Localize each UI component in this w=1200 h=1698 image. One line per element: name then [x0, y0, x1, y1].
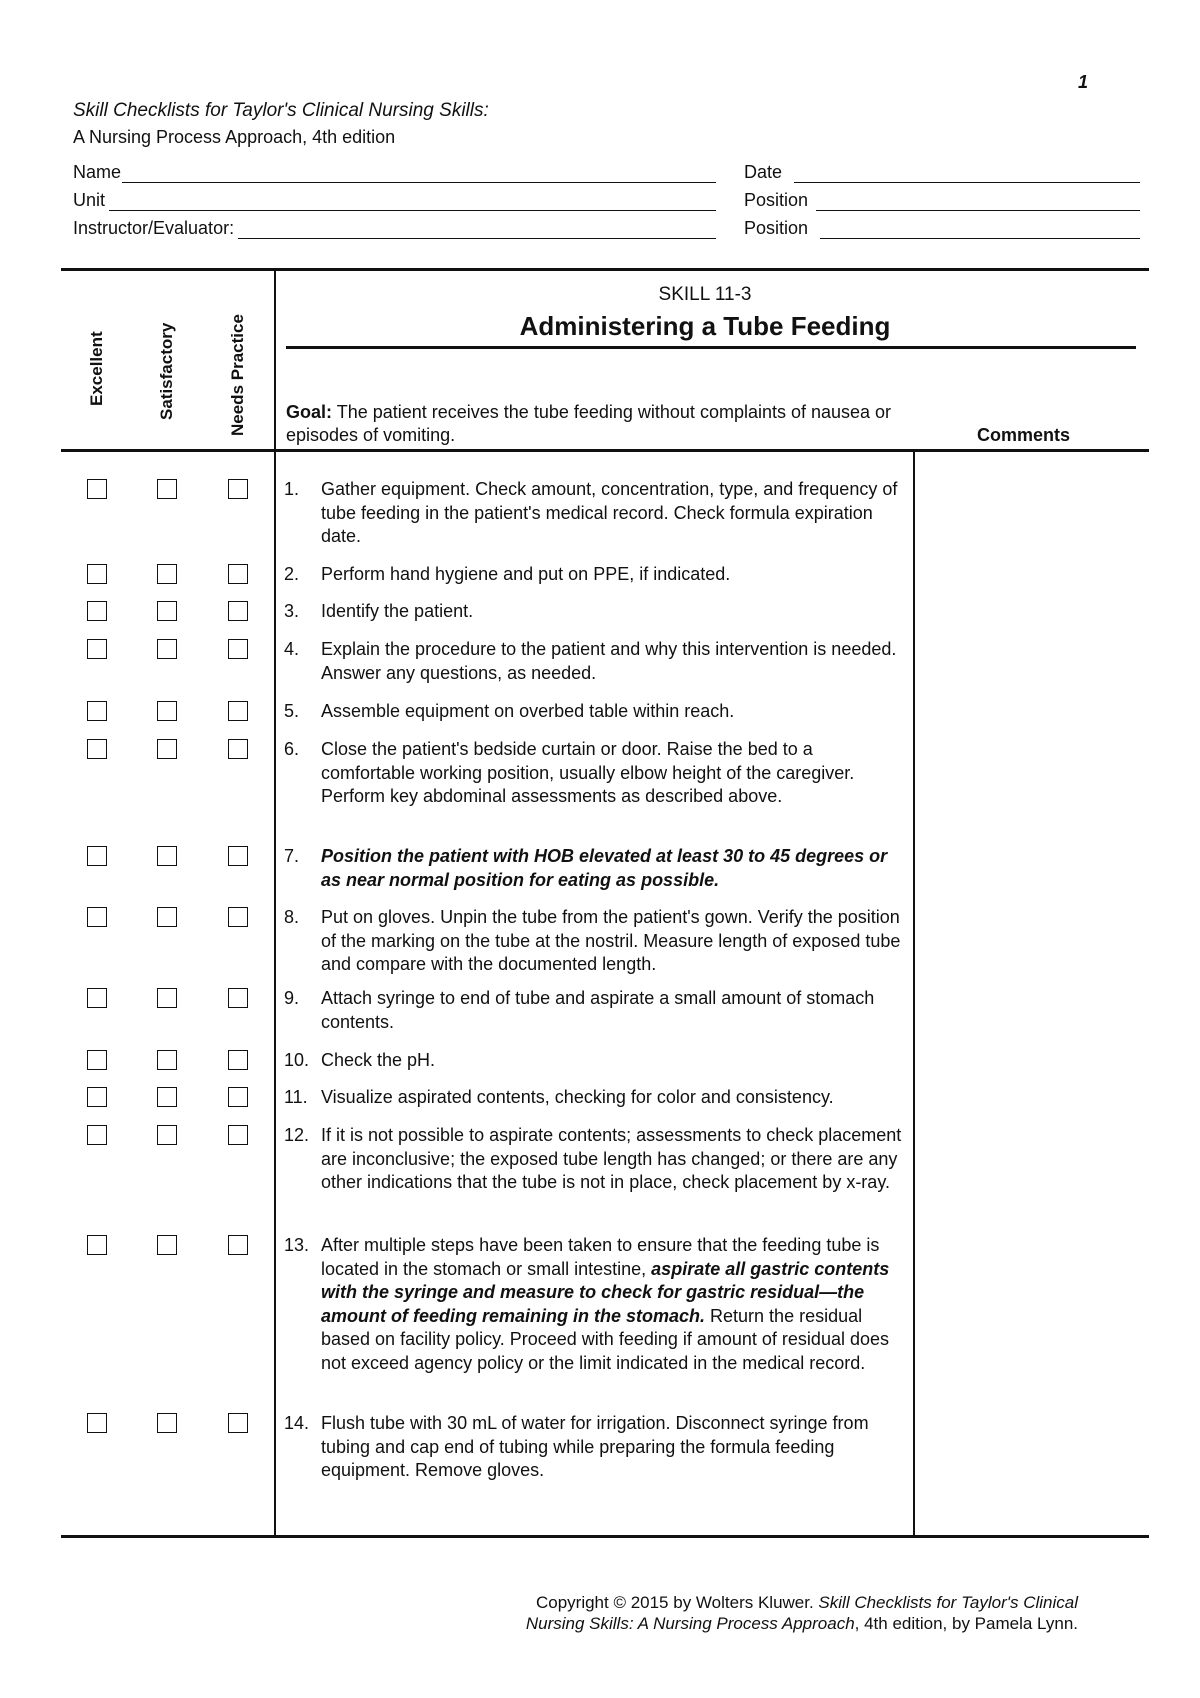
- satisfactory-checkbox[interactable]: [157, 907, 177, 927]
- step-text-segment: Return the residual based on facility policy. Proceed with feeding if amount of residual does not exceed agency policy or the limit indicated in the medical record.: [321, 1305, 889, 1373]
- date-label: Date: [744, 162, 783, 182]
- step-number: 3.: [284, 601, 300, 621]
- step-number: 1.: [284, 479, 300, 499]
- step-text: [321, 845, 904, 892]
- step-text-segment: Close the patient's bedside curtain or door. Raise the bed to a comfortable working position, usually elbow height of the caregiver. Perform key abdominal assessments as described above.: [321, 739, 855, 806]
- step-text: [321, 1234, 904, 1375]
- goal-label: Goal:: [286, 402, 333, 422]
- copyright-title-2: Nursing Skills: A Nursing Process Approach: [525, 1614, 855, 1633]
- unit-field[interactable]: [73, 189, 716, 211]
- copyright-notice: [526, 1592, 1078, 1634]
- checklist-step: [284, 638, 904, 685]
- step-number: 4.: [284, 639, 300, 659]
- table-bottom-rule: [61, 1535, 1149, 1538]
- instructor-line[interactable]: [238, 221, 716, 239]
- needs-practice-checkbox[interactable]: [228, 1050, 248, 1070]
- satisfactory-checkbox[interactable]: [157, 739, 177, 759]
- unit-label: Unit: [73, 190, 106, 210]
- goal-text: The patient receives the tube feeding without complaints of nausea or episodes of vomiting.: [286, 402, 892, 445]
- book-subtitle: A Nursing Process Approach, 4th edition: [73, 127, 396, 147]
- step-text-segment: Put on gloves. Unpin the tube from the patient's gown. Verify the position of the marking on the tube at the nostril. Measure length of exposed tube and compare with the documented length.: [321, 907, 901, 974]
- step-text: [321, 1049, 904, 1073]
- checklist-step: [284, 845, 904, 892]
- step-text-segment: Explain the procedure to the patient and why this intervention is needed. Answer any questions, as needed.: [321, 639, 897, 683]
- needs-practice-checkbox[interactable]: [228, 739, 248, 759]
- excellent-checkbox[interactable]: [87, 988, 107, 1008]
- step-text-segment: Perform hand hygiene and put on PPE, if indicated.: [321, 564, 731, 584]
- satisfactory-checkbox[interactable]: [157, 988, 177, 1008]
- page-number: 1: [1077, 72, 1088, 92]
- needs-practice-checkbox[interactable]: [228, 564, 248, 584]
- needs-practice-checkbox[interactable]: [228, 479, 248, 499]
- excellent-checkbox[interactable]: [87, 1050, 107, 1070]
- unit-line[interactable]: [109, 193, 716, 211]
- step-text-segment: Visualize aspirated contents, checking for color and consistency.: [321, 1087, 834, 1107]
- excellent-checkbox[interactable]: [87, 601, 107, 621]
- position-line-1[interactable]: [816, 193, 1140, 211]
- needs-practice-checkbox[interactable]: [228, 1087, 248, 1107]
- comments-heading: Comments: [977, 425, 1071, 445]
- excellent-checkbox[interactable]: [87, 564, 107, 584]
- step-text: [321, 638, 904, 685]
- checklist-step: [284, 600, 904, 624]
- step-text: [321, 1412, 904, 1483]
- checklist-step: [284, 1234, 904, 1375]
- checklist-step: [284, 700, 904, 724]
- copyright-title-1: Skill Checklists for Taylor's Clinical: [818, 1593, 1078, 1612]
- needs-practice-checkbox[interactable]: [228, 701, 248, 721]
- step-number: 2.: [284, 564, 300, 584]
- satisfactory-checkbox[interactable]: [157, 701, 177, 721]
- checklist-step: [284, 1412, 904, 1483]
- step-text-segment: Position the patient with HOB elevated at least 30 to 45 degrees or as near normal position for eating as possible.: [321, 846, 888, 890]
- rating-column-divider: [274, 268, 276, 1536]
- position-label-2: Position: [744, 218, 809, 238]
- excellent-checkbox[interactable]: [87, 639, 107, 659]
- satisfactory-checkbox[interactable]: [157, 1125, 177, 1145]
- step-number: 12.: [284, 1125, 310, 1145]
- date-line[interactable]: [794, 165, 1140, 183]
- step-text-segment: After multiple steps have been taken to ensure that the feeding tube is located in the stomach or small intestine,: [321, 1235, 880, 1279]
- step-text: [321, 600, 904, 624]
- name-line[interactable]: [122, 165, 716, 183]
- step-text: [321, 563, 904, 587]
- step-text: [321, 906, 904, 977]
- rating-label-needs-practice: Needs Practice: [228, 314, 247, 436]
- name-field[interactable]: [73, 161, 716, 183]
- skill-number: SKILL 11-3: [658, 284, 752, 305]
- position-label-1: Position: [744, 190, 809, 210]
- step-text: [321, 987, 904, 1034]
- step-number: 10.: [284, 1050, 310, 1070]
- checklist-step: [284, 1086, 904, 1110]
- checklist-step: [284, 906, 904, 977]
- satisfactory-checkbox[interactable]: [157, 1413, 177, 1433]
- checklist-step: [284, 738, 904, 809]
- date-field[interactable]: [744, 161, 1140, 183]
- position-field-2[interactable]: [744, 217, 1140, 239]
- title-underline: [286, 346, 1136, 349]
- position-field-1[interactable]: [744, 189, 1140, 211]
- copyright-suffix: , 4th edition, by Pamela Lynn.: [854, 1614, 1078, 1633]
- table-top-rule: [61, 268, 1149, 271]
- step-text-segment: Gather equipment. Check amount, concentration, type, and frequency of tube feeding in the patient's medical record. Check formula expiration date.: [321, 479, 898, 546]
- position-line-2[interactable]: [820, 221, 1140, 239]
- step-text: [321, 700, 904, 724]
- satisfactory-checkbox[interactable]: [157, 1050, 177, 1070]
- step-text-segment: Assemble equipment on overbed table within reach.: [321, 701, 735, 721]
- needs-practice-checkbox[interactable]: [228, 601, 248, 621]
- step-text-segment: Attach syringe to end of tube and aspirate a small amount of stomach contents.: [321, 988, 875, 1032]
- satisfactory-checkbox[interactable]: [157, 1235, 177, 1255]
- step-text: [321, 1124, 904, 1195]
- step-text: [321, 478, 904, 549]
- checklist-step: [284, 1124, 904, 1195]
- book-title: Skill Checklists for Taylor's Clinical Nursing Skills:: [73, 100, 489, 121]
- needs-practice-checkbox[interactable]: [228, 846, 248, 866]
- checklist-step: [284, 478, 904, 549]
- step-number: 7.: [284, 846, 300, 866]
- step-number: 13.: [284, 1235, 310, 1255]
- needs-practice-checkbox[interactable]: [228, 1413, 248, 1433]
- step-text: [321, 1086, 904, 1110]
- step-number: 9.: [284, 988, 300, 1008]
- goal-statement: [286, 401, 906, 447]
- checklist-step: [284, 563, 904, 587]
- step-text-segment: If it is not possible to aspirate contents; assessments to check placement are inconclusive; the exposed tube length has changed; or there are any other indications that the tube is not in place, check placement by x-ray.: [321, 1125, 902, 1192]
- step-number: 14.: [284, 1413, 310, 1433]
- step-text-segment: aspirate all gastric contents with the syringe and measure to check for gastric residual—the amount of feeding remaining in the stomach.: [321, 1258, 890, 1326]
- excellent-checkbox[interactable]: [87, 1235, 107, 1255]
- needs-practice-checkbox[interactable]: [228, 1125, 248, 1145]
- step-text: [321, 738, 904, 809]
- step-text-segment: Check the pH.: [321, 1050, 436, 1070]
- satisfactory-checkbox[interactable]: [157, 846, 177, 866]
- header-bottom-rule: [61, 449, 1149, 452]
- excellent-checkbox[interactable]: [87, 701, 107, 721]
- comments-column-divider: [913, 451, 915, 1536]
- excellent-checkbox[interactable]: [87, 1087, 107, 1107]
- excellent-checkbox[interactable]: [87, 1125, 107, 1145]
- needs-practice-checkbox[interactable]: [228, 907, 248, 927]
- excellent-checkbox[interactable]: [87, 1413, 107, 1433]
- instructor-label: Instructor/Evaluator:: [73, 218, 235, 238]
- satisfactory-checkbox[interactable]: [157, 601, 177, 621]
- step-number: 8.: [284, 907, 300, 927]
- step-number: 6.: [284, 739, 300, 759]
- step-number: 5.: [284, 701, 300, 721]
- satisfactory-checkbox[interactable]: [157, 639, 177, 659]
- step-text-segment: Flush tube with 30 mL of water for irrigation. Disconnect syringe from tubing and cap end of tubing while preparing the formula feeding equipment. Remove gloves.: [321, 1413, 869, 1480]
- checklist-step: [284, 1049, 904, 1073]
- rating-label-satisfactory: Satisfactory: [157, 322, 176, 420]
- excellent-checkbox[interactable]: [87, 739, 107, 759]
- rating-label-excellent: Excellent: [87, 331, 106, 406]
- excellent-checkbox[interactable]: [87, 479, 107, 499]
- satisfactory-checkbox[interactable]: [157, 479, 177, 499]
- checklist-step: [284, 987, 904, 1034]
- excellent-checkbox[interactable]: [87, 846, 107, 866]
- step-number: 11.: [284, 1087, 308, 1107]
- satisfactory-checkbox[interactable]: [157, 564, 177, 584]
- name-label: Name: [73, 162, 122, 182]
- needs-practice-checkbox[interactable]: [228, 1235, 248, 1255]
- step-text-segment: Identify the patient.: [321, 601, 474, 621]
- excellent-checkbox[interactable]: [87, 907, 107, 927]
- copyright-prefix: Copyright © 2015 by Wolters Kluwer.: [535, 1593, 819, 1612]
- instructor-field[interactable]: [73, 217, 716, 239]
- needs-practice-checkbox[interactable]: [228, 988, 248, 1008]
- satisfactory-checkbox[interactable]: [157, 1087, 177, 1107]
- skill-title: Administering a Tube Feeding: [519, 311, 891, 341]
- needs-practice-checkbox[interactable]: [228, 639, 248, 659]
